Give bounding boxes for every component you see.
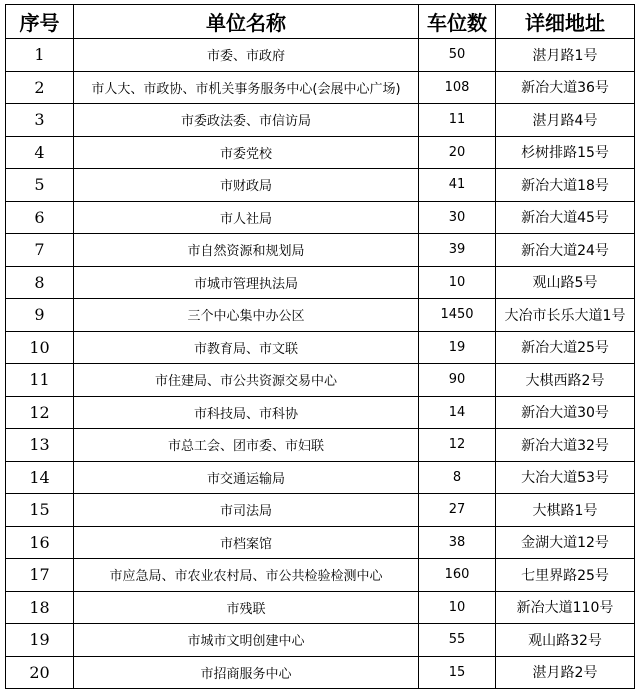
row-parking-spaces: 10 [419, 591, 496, 624]
table-row [6, 656, 635, 689]
row-address: 观山路5号 [496, 266, 635, 299]
row-address: 湛月路4号 [496, 104, 635, 137]
header-parking-spaces: 车位数 [419, 5, 496, 39]
row-unit-name: 市委、市政府 [74, 39, 419, 72]
row-address: 大冶市长乐大道1号 [496, 299, 635, 332]
row-index: 4 [6, 136, 74, 169]
row-address: 新冶大道36号 [496, 71, 635, 104]
row-address: 大棋西路2号 [496, 364, 635, 397]
row-address: 新冶大道24号 [496, 234, 635, 267]
row-address: 七里界路25号 [496, 559, 635, 592]
row-unit-name: 市总工会、团市委、市妇联 [74, 429, 419, 462]
row-unit-name: 市城市文明创建中心 [74, 624, 419, 657]
header-unit-name: 单位名称 [74, 5, 419, 39]
row-address: 新冶大道18号 [496, 169, 635, 202]
row-index: 3 [6, 104, 74, 137]
table-row [6, 39, 635, 72]
row-unit-name: 市住建局、市公共资源交易中心 [74, 364, 419, 397]
row-address: 新冶大道110号 [496, 591, 635, 624]
row-parking-spaces: 38 [419, 526, 496, 559]
row-index: 1 [6, 39, 74, 72]
row-index: 2 [6, 71, 74, 104]
row-index: 9 [6, 299, 74, 332]
table-row [6, 494, 635, 527]
row-parking-spaces: 108 [419, 71, 496, 104]
table-row [6, 591, 635, 624]
row-unit-name: 市财政局 [74, 169, 419, 202]
table-row [6, 429, 635, 462]
row-parking-spaces: 27 [419, 494, 496, 527]
row-address: 新冶大道45号 [496, 201, 635, 234]
table-row [6, 201, 635, 234]
table-row [6, 266, 635, 299]
row-index: 13 [6, 429, 74, 462]
table-row [6, 299, 635, 332]
row-address: 杉树排路15号 [496, 136, 635, 169]
table-row [6, 461, 635, 494]
row-unit-name: 市委政法委、市信访局 [74, 104, 419, 137]
row-index: 20 [6, 656, 74, 689]
row-unit-name: 市人大、市政协、市机关事务服务中心(会展中心广场) [74, 71, 419, 104]
row-parking-spaces: 90 [419, 364, 496, 397]
row-parking-spaces: 20 [419, 136, 496, 169]
row-address: 湛月路2号 [496, 656, 635, 689]
row-index: 17 [6, 559, 74, 592]
row-index: 14 [6, 461, 74, 494]
row-address: 大冶大道53号 [496, 461, 635, 494]
row-address: 新冶大道32号 [496, 429, 635, 462]
header-address: 详细地址 [496, 5, 635, 39]
row-index: 19 [6, 624, 74, 657]
row-parking-spaces: 14 [419, 396, 496, 429]
row-unit-name: 市城市管理执法局 [74, 266, 419, 299]
row-parking-spaces: 12 [419, 429, 496, 462]
row-parking-spaces: 30 [419, 201, 496, 234]
row-parking-spaces: 160 [419, 559, 496, 592]
table-row [6, 71, 635, 104]
row-parking-spaces: 41 [419, 169, 496, 202]
row-address: 大棋路1号 [496, 494, 635, 527]
row-index: 8 [6, 266, 74, 299]
row-index: 16 [6, 526, 74, 559]
row-parking-spaces: 11 [419, 104, 496, 137]
row-parking-spaces: 15 [419, 656, 496, 689]
row-unit-name: 市应急局、市农业农村局、市公共检验检测中心 [74, 559, 419, 592]
table-row [6, 396, 635, 429]
row-address: 湛月路1号 [496, 39, 635, 72]
row-unit-name: 市司法局 [74, 494, 419, 527]
table-row [6, 104, 635, 137]
header-index: 序号 [6, 5, 74, 39]
row-address: 观山路32号 [496, 624, 635, 657]
row-unit-name: 市人社局 [74, 201, 419, 234]
row-unit-name: 市自然资源和规划局 [74, 234, 419, 267]
row-unit-name: 三个中心集中办公区 [74, 299, 419, 332]
table-row [6, 624, 635, 657]
row-index: 18 [6, 591, 74, 624]
row-index: 12 [6, 396, 74, 429]
row-parking-spaces: 50 [419, 39, 496, 72]
row-index: 7 [6, 234, 74, 267]
row-parking-spaces: 19 [419, 331, 496, 364]
row-unit-name: 市交通运输局 [74, 461, 419, 494]
row-address: 新冶大道25号 [496, 331, 635, 364]
table-row [6, 559, 635, 592]
table-row [6, 136, 635, 169]
table-row [6, 331, 635, 364]
parking-table [5, 4, 635, 689]
row-unit-name: 市档案馆 [74, 526, 419, 559]
row-unit-name: 市科技局、市科协 [74, 396, 419, 429]
header-row [6, 5, 635, 39]
row-index: 5 [6, 169, 74, 202]
row-index: 15 [6, 494, 74, 527]
row-parking-spaces: 55 [419, 624, 496, 657]
row-parking-spaces: 10 [419, 266, 496, 299]
row-unit-name: 市委党校 [74, 136, 419, 169]
table-row [6, 526, 635, 559]
row-parking-spaces: 8 [419, 461, 496, 494]
row-parking-spaces: 1450 [419, 299, 496, 332]
row-address: 新冶大道30号 [496, 396, 635, 429]
row-unit-name: 市招商服务中心 [74, 656, 419, 689]
table-body [6, 39, 635, 689]
row-parking-spaces: 39 [419, 234, 496, 267]
row-index: 11 [6, 364, 74, 397]
row-unit-name: 市教育局、市文联 [74, 331, 419, 364]
table-row [6, 364, 635, 397]
table-row [6, 234, 635, 267]
row-index: 10 [6, 331, 74, 364]
row-index: 6 [6, 201, 74, 234]
table-row [6, 169, 635, 202]
row-unit-name: 市残联 [74, 591, 419, 624]
row-address: 金湖大道12号 [496, 526, 635, 559]
